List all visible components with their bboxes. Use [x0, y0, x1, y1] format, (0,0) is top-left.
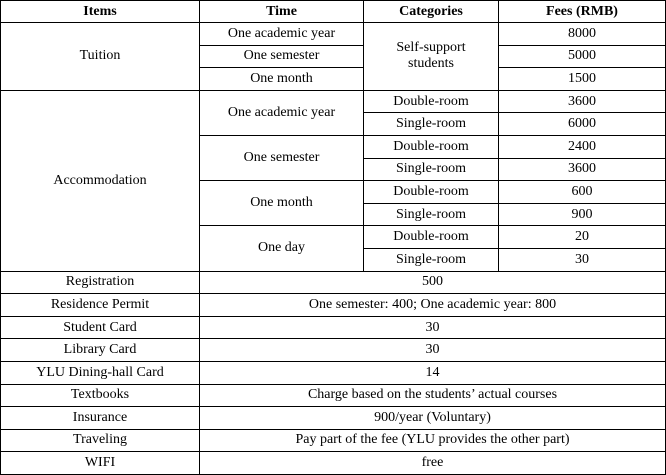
room-category: Single-room [364, 113, 499, 136]
item-label: Library Card [1, 339, 200, 362]
accommodation-time: One academic year [200, 90, 364, 135]
item-fee: free [200, 452, 666, 475]
tuition-fee: 1500 [499, 68, 666, 91]
room-category: Single-room [364, 158, 499, 181]
header-time: Time [200, 1, 364, 23]
accommodation-time: One semester [200, 135, 364, 180]
header-fees: Fees (RMB) [499, 1, 666, 23]
item-label: Registration [1, 271, 200, 294]
room-category: Single-room [364, 248, 499, 271]
room-fee: 6000 [499, 113, 666, 136]
tuition-label: Tuition [1, 23, 200, 91]
room-fee: 600 [499, 181, 666, 204]
item-fee: 900/year (Voluntary) [200, 407, 666, 430]
room-category: Double-room [364, 90, 499, 113]
item-fee: 500 [200, 271, 666, 294]
item-label: Textbooks [1, 384, 200, 407]
table-row [1, 271, 666, 294]
item-label: Residence Permit [1, 294, 200, 317]
tuition-time: One semester [200, 45, 364, 68]
room-category: Double-room [364, 135, 499, 158]
table-row [1, 407, 666, 430]
tuition-time: One month [200, 68, 364, 91]
accommodation-label: Accommodation [1, 90, 200, 271]
room-fee: 2400 [499, 135, 666, 158]
header-row [1, 1, 666, 23]
table-row [1, 294, 666, 317]
tuition-category: Self-support students [364, 23, 499, 91]
item-label: WIFI [1, 452, 200, 475]
tuition-fee: 5000 [499, 45, 666, 68]
item-label: Insurance [1, 407, 200, 430]
room-fee: 900 [499, 203, 666, 226]
room-category: Double-room [364, 226, 499, 249]
item-fee: 30 [200, 339, 666, 362]
item-fee: Charge based on the students’ actual courses [200, 384, 666, 407]
header-items: Items [1, 1, 200, 23]
room-fee: 3600 [499, 158, 666, 181]
table-row [1, 339, 666, 362]
item-fee: Pay part of the fee (YLU provides the other part) [200, 429, 666, 452]
tuition-time: One academic year [200, 23, 364, 46]
table-row [1, 23, 666, 46]
table-row [1, 90, 666, 113]
item-fee: One semester: 400; One academic year: 800 [200, 294, 666, 317]
accommodation-time: One day [200, 226, 364, 271]
room-category: Double-room [364, 181, 499, 204]
table-row [1, 384, 666, 407]
item-fee: 30 [200, 316, 666, 339]
room-fee: 3600 [499, 90, 666, 113]
item-label: Student Card [1, 316, 200, 339]
table-row [1, 429, 666, 452]
item-label: YLU Dining-hall Card [1, 361, 200, 384]
item-label: Traveling [1, 429, 200, 452]
table-row [1, 361, 666, 384]
room-fee: 20 [499, 226, 666, 249]
item-fee: 14 [200, 361, 666, 384]
tuition-fee: 8000 [499, 23, 666, 46]
room-fee: 30 [499, 248, 666, 271]
table-row [1, 316, 666, 339]
table-row [1, 452, 666, 475]
room-category: Single-room [364, 203, 499, 226]
accommodation-time: One month [200, 181, 364, 226]
header-categories: Categories [364, 1, 499, 23]
